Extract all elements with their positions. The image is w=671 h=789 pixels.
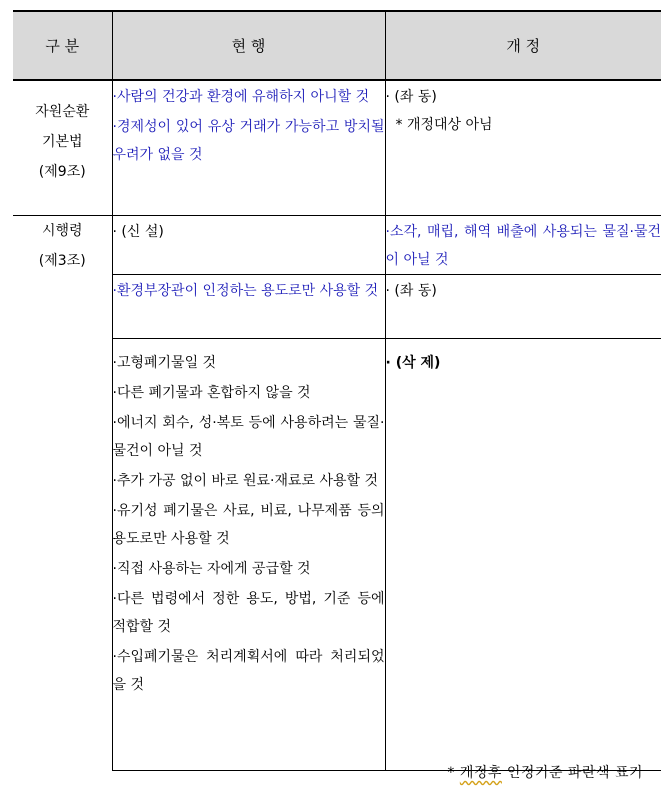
current-decree-item-6: ·직접 사용하는 자에게 공급할 것 [112,561,311,577]
category-law-line3: (제9조) [38,164,86,180]
current-decree-1-cell [112,216,385,275]
footnote [447,762,643,782]
footnote-star: * [447,765,460,781]
comparison-table [13,10,661,771]
header-category: 구 분 [13,11,112,80]
revised-decree-deleted: · (삭 제) [385,355,441,371]
category-decree-line1: 시행령 [41,223,83,239]
header-current: 현 행 [112,11,385,80]
current-decree-item-2: ·다른 폐기물과 혼합하지 않을 것 [112,385,311,401]
current-law-item-1: ·사람의 건강과 환경에 유해하지 아니할 것 [112,89,370,105]
current-decree-minister: ·환경부장관이 인정하는 용도로만 사용할 것 [112,283,379,299]
current-decree-item-8: ·수입폐기물은 처리계획서에 따라 처리되었을 것 [112,649,385,693]
footnote-rest: 인정기준 파란색 표기 [501,765,643,781]
table-row-law [13,80,661,216]
current-decree-2-cell [112,275,385,339]
revised-decree-added: ·소각, 매립, 해역 배출에 사용되는 물질·물건이 아닐 것 [385,224,661,268]
header-revised: 개 정 [385,11,661,80]
category-decree [13,216,112,771]
current-decree-item-4: ·추가 가공 없이 바로 원료·재료로 사용할 것 [112,473,379,489]
revised-decree-3-cell [385,339,661,771]
current-decree-item-7: ·다른 법령에서 정한 용도, 방법, 기준 등에 적합할 것 [112,591,385,635]
category-decree-line2: (제3조) [38,253,86,269]
category-law-line2: 기본법 [41,134,83,150]
current-decree-new: · (신 설) [112,224,164,240]
revised-law-cell [385,80,661,216]
category-law [13,80,112,216]
current-decree-item-3: ·에너지 회수, 성·복토 등에 사용하려는 물질·물건이 아닐 것 [112,415,385,459]
current-decree-item-1: ·고형폐기물일 것 [112,355,217,371]
category-law-line1: 자원순환 [35,104,90,120]
revised-decree-1-cell [385,216,661,275]
table-header-row [13,11,661,80]
revised-law-note: * 개정대상 아님 [395,117,493,133]
table-row-decree-1 [13,216,661,275]
current-law-cell [112,80,385,216]
revised-decree-2-cell [385,275,661,339]
current-decree-item-5: ·유기성 폐기물은 사료, 비료, 나무제품 등의 용도로만 사용할 것 [112,503,385,547]
current-law-item-2: ·경제성이 있어 유상 거래가 가능하고 방치될 우려가 없을 것 [112,119,385,163]
current-decree-3-cell [112,339,385,771]
revised-decree-same: · (좌 동) [385,283,437,299]
footnote-underlined: 개정후 [459,765,502,781]
revised-law-same: · (좌 동) [385,89,437,105]
